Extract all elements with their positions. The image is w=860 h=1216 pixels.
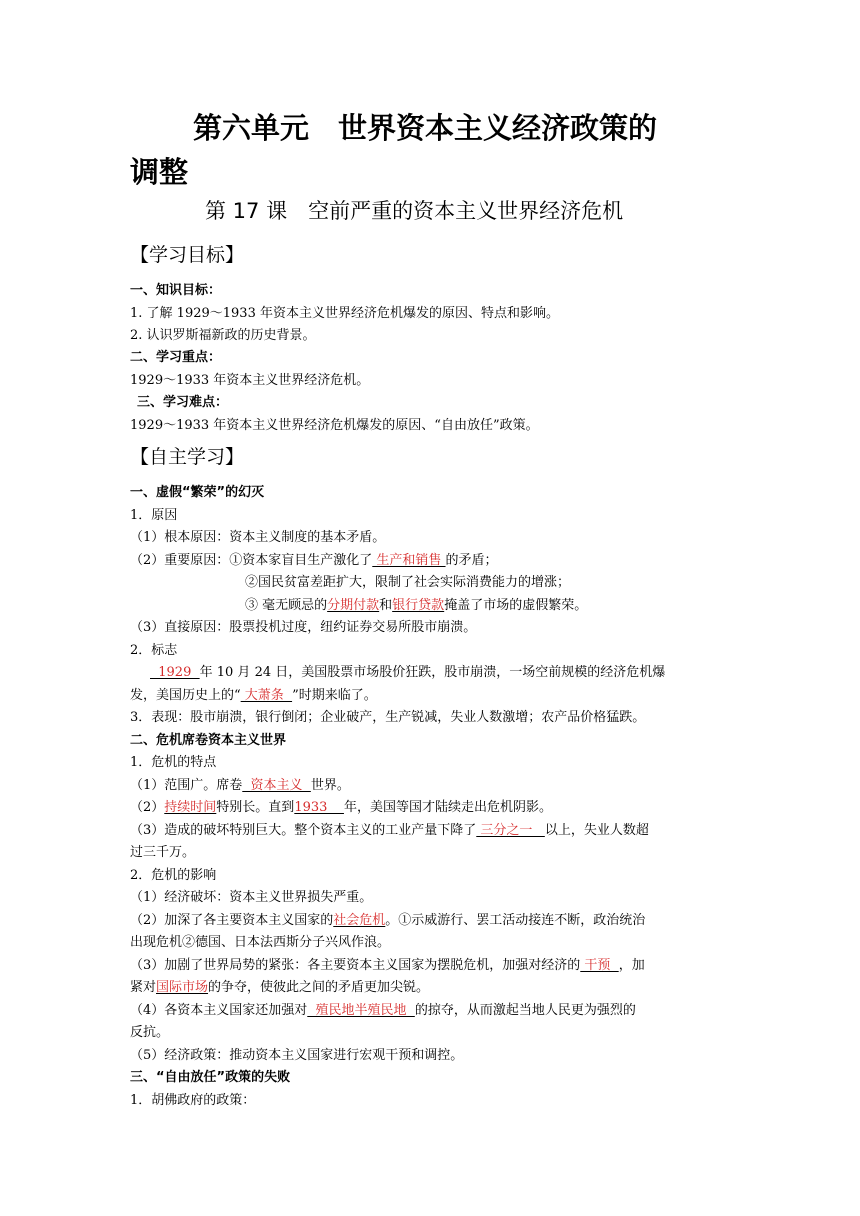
fill-blank-great-depression: 大萧条 bbox=[240, 688, 293, 703]
cause-heading: 1．原因 bbox=[130, 508, 178, 523]
feature-3: （3）造成的破坏特别巨大。整个资本主义的工业产量下降了 三分之一 以上，失业人数超 bbox=[130, 823, 649, 838]
feature-2: （2）持续时间特别长。直到1933 年，美国等国才陆续走出危机阴影。 bbox=[130, 800, 552, 815]
effect-1: （1）经济破坏：资本主义世界损失严重。 bbox=[130, 890, 373, 905]
fill-blank-intl-market: 国际市场 bbox=[156, 980, 209, 995]
fill-blank-year-1929: 1929 bbox=[150, 665, 200, 680]
sign-heading: 2．标志 bbox=[130, 643, 178, 658]
goal-item-2: 2. 认识罗斯福新政的历史背景。 bbox=[130, 328, 316, 343]
fill-blank-social-crisis: 社会危机 bbox=[333, 913, 386, 928]
fill-blank-duration: 持续时间 bbox=[164, 800, 217, 815]
cause-1: （1）根本原因：资本主义制度的基本矛盾。 bbox=[130, 530, 386, 545]
fill-blank-bank-loan: 银行贷款 bbox=[392, 598, 445, 613]
effect-2: （2）加深了各主要资本主义国家的社会危机。①示威游行、罢工活动接连不断，政治统治 bbox=[130, 913, 646, 928]
unit-title-line1: 第六单元 世界资本主义经济政策的 bbox=[193, 111, 658, 145]
cause-3: （3）直接原因：股票投机过度，纽约证券交易所股市崩溃。 bbox=[130, 620, 477, 635]
cause-2-sub2: ②国民贫富差距扩大，限制了社会实际消费能力的增涨； bbox=[245, 575, 571, 590]
effect-3: （3）加剧了世界局势的紧张：各主要资本主义国家为摆脱危机，加强对经济的 干预 ，加 bbox=[130, 958, 645, 973]
effect-4-cont: 反抗。 bbox=[130, 1025, 170, 1040]
fill-blank-installment: 分期付款 bbox=[327, 598, 380, 613]
difficult-point-heading: 三、学习难点： bbox=[137, 395, 229, 410]
sign-text-1: 1929 年 10 月 24 日，美国股票市场股价狂跌，股市崩溃，一场空前规模的经济危机爆 bbox=[150, 665, 666, 680]
fill-blank-colonies: 殖民地半殖民地 bbox=[307, 1003, 415, 1018]
effect-4: （4）各资本主义国家还加强对 殖民地半殖民地 的掠夺，从而激起当地人民更为强烈的 bbox=[130, 1003, 636, 1018]
part3-heading: 三、“自由放任”政策的失败 bbox=[130, 1070, 291, 1085]
cause-2: （2）重要原因：①资本家盲目生产激化了 生产和销售 的矛盾； bbox=[130, 553, 498, 568]
fill-blank-capitalism: 资本主义 bbox=[242, 778, 311, 793]
effect-3-cont: 紧对国际市场的争夺，使彼此之间的矛盾更加尖锐。 bbox=[130, 980, 430, 995]
fill-blank-one-third: 三分之一 bbox=[476, 823, 545, 838]
cause-2-sub3: ③ 毫无顾忌的分期付款和银行贷款掩盖了市场的虚假繁荣。 bbox=[245, 598, 588, 613]
part1-heading: 一、虚假“繁荣”的幻灭 bbox=[130, 485, 265, 500]
fill-blank-production-sales: 生产和销售 bbox=[372, 553, 446, 568]
effect-2-cont: 出现危机②德国、日本法西斯分子兴风作浪。 bbox=[130, 935, 391, 950]
lesson-title: 第 17 课 空前严重的资本主义世界经济危机 bbox=[205, 199, 624, 223]
knowledge-goal-heading: 一、知识目标： bbox=[130, 283, 222, 298]
key-point-heading: 二、学习重点： bbox=[130, 350, 222, 365]
effect-5: （5）经济政策：推动资本主义国家进行宏观干预和调控。 bbox=[130, 1048, 464, 1063]
section-header-self-study: 【自主学习】 bbox=[130, 446, 245, 468]
difficult-point-text: 1929～1933 年资本主义世界经济危机爆发的原因、“自由放任”政策。 bbox=[130, 418, 539, 433]
manifestation: 3．表现：股市崩溃，银行倒闭；企业破产，生产锐减，失业人数激增；农产品价格猛跌。 bbox=[130, 710, 646, 725]
part2-heading: 二、危机席卷资本主义世界 bbox=[130, 733, 287, 748]
section-header-objectives: 【学习目标】 bbox=[130, 244, 245, 266]
fill-blank-year-1933: 1933 bbox=[294, 800, 344, 815]
features-heading: 1．危机的特点 bbox=[130, 755, 217, 770]
unit-title-line2: 调整 bbox=[130, 155, 189, 189]
fill-blank-intervention: 干预 bbox=[580, 958, 619, 973]
goal-item-1: 1. 了解 1929～1933 年资本主义世界经济危机爆发的原因、特点和影响。 bbox=[130, 306, 559, 321]
sign-text-2: 发，美国历史上的“ 大萧条 ”时期来临了。 bbox=[130, 688, 377, 703]
feature-3-cont: 过三千万。 bbox=[130, 845, 196, 860]
effects-heading: 2．危机的影响 bbox=[130, 868, 217, 883]
key-point-text: 1929～1933 年资本主义世界经济危机。 bbox=[130, 373, 370, 388]
feature-1: （1）范围广。席卷 资本主义 世界。 bbox=[130, 778, 350, 793]
hoover-policy-heading: 1．胡佛政府的政策： bbox=[130, 1093, 256, 1108]
